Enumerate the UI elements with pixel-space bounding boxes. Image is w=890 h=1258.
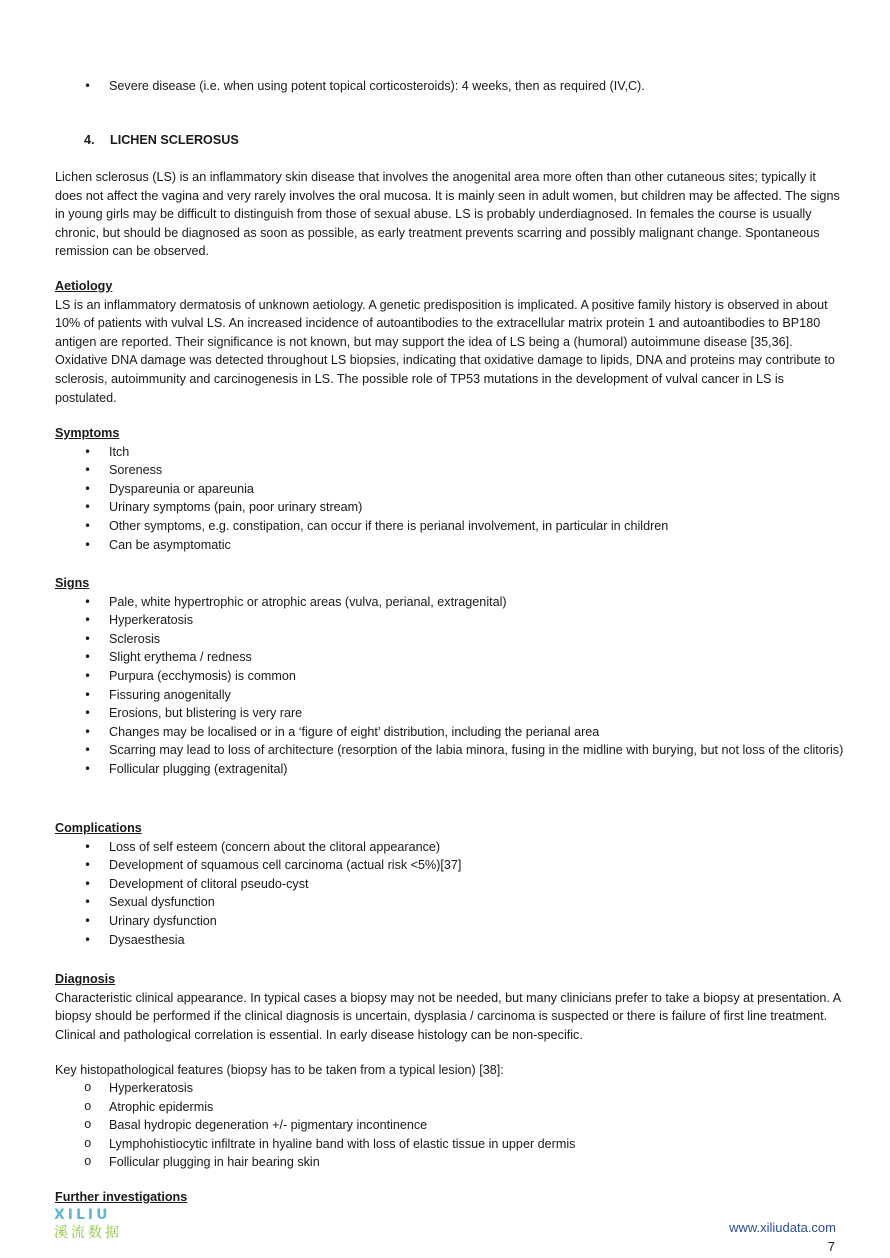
aetiology-heading: Aetiology xyxy=(55,279,113,293)
signs-section xyxy=(55,574,845,779)
diagnosis-section xyxy=(55,970,845,1044)
list-item: • Follicular plugging (extragenital) xyxy=(55,760,845,779)
signs-list xyxy=(55,593,845,779)
xiliu-logo-latin: XILIU xyxy=(54,1207,111,1223)
further-investigations-heading: Further investigations xyxy=(55,1190,188,1204)
list-item: • Other symptoms, e.g. constipation, can occur if there is perianal involvement, in particular in children xyxy=(55,517,845,536)
symptoms-section xyxy=(55,424,845,554)
list-item: • Hyperkeratosis xyxy=(55,611,845,630)
list-item: • Changes may be localised or in a ‘figure of eight’ distribution, including the perianal area xyxy=(55,723,845,742)
top-bullet-list xyxy=(55,77,845,96)
complications-heading: Complications xyxy=(55,821,142,835)
list-item: • Purpura (ecchymosis) is common xyxy=(55,667,845,686)
footer-url[interactable]: www.xiliudata.com xyxy=(729,1220,836,1235)
list-item: • Loss of self esteem (concern about the clitoral appearance) xyxy=(55,838,845,857)
list-item: • Itch xyxy=(55,443,845,462)
list-item: • Sclerosis xyxy=(55,630,845,649)
diagnosis-heading: Diagnosis xyxy=(55,972,116,986)
xiliu-logo-chinese: 溪流数据 xyxy=(54,1225,122,1240)
section-heading xyxy=(55,131,845,150)
list-item: • Dysaesthesia xyxy=(55,931,845,950)
list-item: • Slight erythema / redness xyxy=(55,648,845,667)
list-item: o Basal hydropic degeneration +/- pigmentary incontinence xyxy=(55,1116,845,1135)
complications-list xyxy=(55,838,845,950)
list-item: o Lymphohistiocytic infiltrate in hyaline band with loss of elastic tissue in upper dermis xyxy=(55,1135,845,1154)
list-item: • Development of squamous cell carcinoma (actual risk <5%)[37] xyxy=(55,856,845,875)
list-item: • Development of clitoral pseudo-cyst xyxy=(55,875,845,894)
aetiology-paragraph: LS is an inflammatory dermatosis of unknown aetiology. A genetic predisposition is implicated. A positive family history is observed in about 10% of patients with vulval LS. An increased incidence of autoantibodies to the extracellular matrix protein 1 and autoantibodies to BP180 antigen are reported. Their significance is not known, but may support the idea of LS being a (humoral) autoimmune disease [35,36]. Oxidative DNA damage was detected throughout LS biopsies, indicating that oxidative damage to lipids, DNA and proteins may contribute to sclerosis, autoimmunity and carcinogenesis in LS. The possible role of TP53 mutations in the development of vulval cancer in LS is postulated. xyxy=(55,297,835,405)
aetiology-section xyxy=(55,277,845,407)
page-number: 7 xyxy=(827,1239,835,1254)
intro-paragraph: Lichen sclerosus (LS) is an inflammatory skin disease that involves the anogenital area more often than other cutaneous sites; typically it does not affect the vagina and very rarely involves the oral mucosa. It is mainly seen in adult women, but children may be affected. The signs in young girls may be difficult to distinguish from those of sexual abuse. LS is probably underdiagnosed. In females the course is usually chronic, but should be diagnosed as soon as possible, as early treatment prevents scarring and possibly malignant change. Spontaneous remission can be observed. xyxy=(55,170,840,259)
list-item: o Follicular plugging in hair bearing skin xyxy=(55,1153,845,1172)
list-item: • Fissuring anogenitally xyxy=(55,686,845,705)
list-item: • Severe disease (i.e. when using potent topical corticosteroids): 4 weeks, then as required (IV,C). xyxy=(55,77,845,96)
list-item: • Can be asymptomatic xyxy=(55,536,845,555)
symptoms-list xyxy=(55,443,845,555)
list-item: o Hyperkeratosis xyxy=(55,1079,845,1098)
list-item: • Soreness xyxy=(55,461,845,480)
key-features-list xyxy=(55,1079,845,1172)
list-item: • Pale, white hypertrophic or atrophic areas (vulva, perianal, extragenital) xyxy=(55,593,845,612)
list-item: • Erosions, but blistering is very rare xyxy=(55,704,845,723)
list-item: • Scarring may lead to loss of architecture (resorption of the labia minora, fusing in the midline with burying, but not loss of the clitoris) xyxy=(55,741,845,760)
list-item: • Sexual dysfunction xyxy=(55,893,845,912)
key-features-intro: Key histopathological features (biopsy has to be taken from a typical lesion) [38]: xyxy=(55,1063,504,1077)
list-item: • Dyspareunia or apareunia xyxy=(55,480,845,499)
xiliu-logo-graphic xyxy=(54,1206,144,1240)
complications-section xyxy=(55,819,845,949)
signs-heading: Signs xyxy=(55,576,90,590)
diagnosis-paragraph: Characteristic clinical appearance. In typical cases a biopsy may not be needed, but many clinicians prefer to take a biopsy at presentation. A biopsy should be performed if the clinical diagnosis is uncertain, dysplasia / carcinoma is suspected or there is failure of first line treatment. Clinical and pathological correlation is essential. In early disease histology can be non-specific. xyxy=(55,990,841,1042)
symptoms-heading: Symptoms xyxy=(55,426,120,440)
section-number: 4. xyxy=(84,133,95,147)
section-title: LICHEN SCLEROSUS xyxy=(110,133,239,147)
list-item: • Urinary dysfunction xyxy=(55,912,845,931)
list-item: o Atrophic epidermis xyxy=(55,1098,845,1117)
xiliu-watermark-logo xyxy=(54,1206,144,1240)
list-item: • Urinary symptoms (pain, poor urinary stream) xyxy=(55,498,845,517)
